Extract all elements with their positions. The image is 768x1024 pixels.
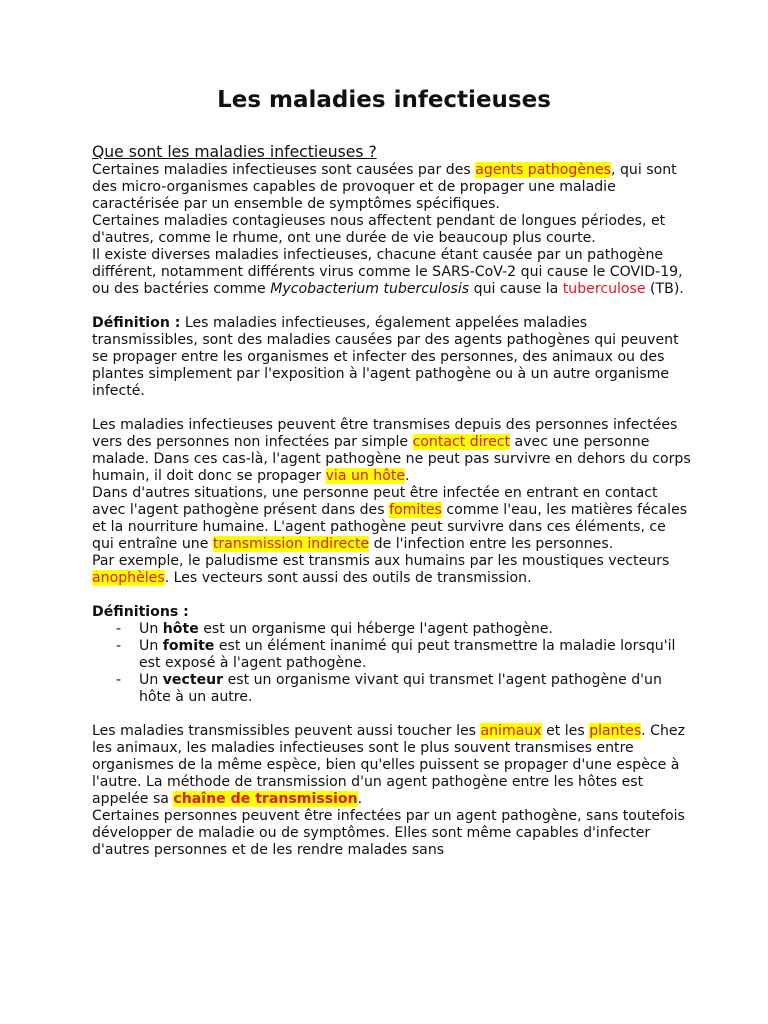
- text: avec une personne malade. Dans ces cas-là, l'agent pathogène ne peut pas survivre en dehors du corps humain, il doit donc se propager: [92, 434, 691, 484]
- spacer: [92, 587, 692, 604]
- intro-paragraph-2: Certaines maladies contagieuses nous affectent pendant de longues périodes, et d'autres, comme le rhume, ont une durée de vie beaucoup plus courte.: [92, 213, 666, 246]
- text: Certaines maladies infectieuses sont causées par des: [92, 162, 476, 178]
- text: de l'infection entre les personnes.: [369, 536, 614, 552]
- highlight-fomites: fomites: [389, 502, 442, 518]
- asymptomatic-paragraph: Certaines personnes peuvent être infectées par un agent pathogène, sans toutefois développer de maladie ou de symptômes. Elles sont même capables d'infecter d'autres personnes et de les rendre malades sans: [92, 808, 685, 858]
- highlight-via-un-hote: via un hôte: [325, 468, 406, 484]
- intro-paragraph-1: [92, 162, 692, 213]
- list-item: [92, 621, 692, 638]
- text: comme l'eau, les matières fécales et la nourriture humaine. L'agent pathogène peut survivre dans ces éléments, ce qui entraîne une: [92, 502, 688, 552]
- spacer: [92, 298, 692, 315]
- term: hôte: [162, 621, 199, 637]
- text: est un organisme vivant qui transmet l'agent pathogène d'un hôte à un autre.: [139, 672, 662, 705]
- text: Un: [139, 672, 163, 688]
- text: Par exemple, le paludisme est transmis aux humains par les moustiques vecteurs: [92, 553, 670, 569]
- text: Les maladies infectieuses peuvent être transmises depuis des personnes infectées vers des personnes non infectées par simple: [92, 417, 678, 450]
- highlight-animaux: animaux: [480, 723, 542, 739]
- list-item: [92, 638, 692, 672]
- section-heading: Que sont les maladies infectieuses ?: [92, 143, 377, 161]
- red-tuberculose: tuberculose: [562, 281, 646, 297]
- spacer: [92, 400, 692, 417]
- text: (TB).: [645, 281, 684, 297]
- text: , qui sont des micro-organismes capables de provoquer et de propager une maladie caractérisée par un ensemble de symptômes spécifiques.: [92, 162, 677, 212]
- italic-bacteria-name: Mycobacterium tuberculosis: [270, 281, 470, 297]
- transmission-paragraph-1: [92, 417, 692, 485]
- text: Un: [139, 638, 163, 654]
- highlight-anopheles: anophèles: [92, 570, 165, 586]
- spacer: [92, 706, 692, 723]
- text: est un organisme qui héberge l'agent pathogène.: [198, 621, 553, 637]
- animals-paragraph: [92, 723, 692, 808]
- document-body: [92, 143, 692, 859]
- text: Un: [139, 621, 163, 637]
- definitions-label: Définitions :: [92, 604, 189, 620]
- list-dash: -: [116, 621, 122, 637]
- text: .: [357, 791, 363, 807]
- list-dash: -: [116, 638, 122, 654]
- highlight-transmission-indirecte: transmission indirecte: [212, 536, 370, 552]
- text: . Les vecteurs sont aussi des outils de transmission.: [164, 570, 532, 586]
- definition-paragraph: [92, 315, 692, 400]
- text: Il existe diverses maladies infectieuses, chacune étant causée par un pathogène différent, notamment différents virus comme le SARS-CoV-2 qui cause le COVID-19, ou des bactéries comme: [92, 247, 683, 297]
- term: fomite: [162, 638, 215, 654]
- term: vecteur: [162, 672, 224, 688]
- definition-label: Définition :: [92, 315, 181, 331]
- highlight-contact-direct: contact direct: [412, 434, 511, 450]
- text: est un élément inanimé qui peut transmettre la maladie lorsqu'il est exposé à l'agent pathogène.: [139, 638, 676, 671]
- list-item: [92, 672, 692, 706]
- text: Les maladies transmissibles peuvent aussi toucher les: [92, 723, 481, 739]
- text: Dans d'autres situations, une personne peut être infectée en entrant en contact avec l'agent pathogène présent dans des: [92, 485, 658, 518]
- highlight-plantes: plantes: [589, 723, 642, 739]
- highlight-agents-pathogenes: agents pathogènes: [475, 162, 611, 178]
- text: et les: [541, 723, 590, 739]
- definitions-list: [92, 621, 692, 706]
- text: . Chez les animaux, les maladies infectieuses sont le plus souvent transmises entre organismes de la même espèce, bien qu'elles puissent se propager d'une espèce à l'autre. La méthode de transmission d'un agent pathogène entre les hôtes est appelée sa: [92, 723, 685, 807]
- transmission-paragraph-2: [92, 485, 692, 553]
- highlight-chaine-de-transmission: chaîne de transmission: [173, 791, 358, 807]
- definition-text: Les maladies infectieuses, également appelées maladies transmissibles, sont des maladies causées par des agents pathogènes qui peuvent se propager entre les organismes et infecter des personnes, des animaux ou des plantes simplement par l'exposition à l'agent pathogène ou à un autre organisme infecté.: [92, 315, 679, 399]
- text: .: [405, 468, 410, 484]
- text: qui cause la: [469, 281, 563, 297]
- intro-paragraph-3: [92, 247, 692, 298]
- transmission-paragraph-3: [92, 553, 692, 587]
- definitions-heading: [92, 604, 692, 621]
- list-dash: -: [116, 672, 122, 688]
- document-title: Les maladies infectieuses: [217, 87, 551, 113]
